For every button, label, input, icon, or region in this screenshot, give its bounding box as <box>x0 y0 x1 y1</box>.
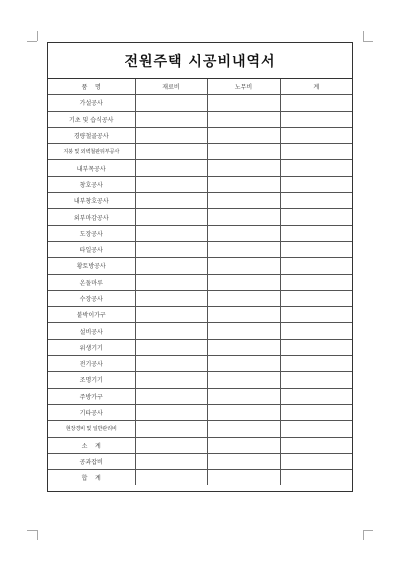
material-cost-cell[interactable] <box>135 356 207 372</box>
item-name-cell: 외부마감공사 <box>48 209 135 225</box>
labor-cost-cell[interactable] <box>207 95 280 111</box>
total-cell[interactable] <box>280 453 352 469</box>
table-row <box>48 307 352 323</box>
material-cost-cell[interactable] <box>135 160 207 176</box>
material-cost-cell[interactable] <box>135 388 207 404</box>
total-cell[interactable] <box>280 225 352 241</box>
crop-mark <box>363 41 373 42</box>
total-cell[interactable] <box>280 209 352 225</box>
table-row <box>48 323 352 339</box>
labor-cost-cell[interactable] <box>207 241 280 257</box>
title-box <box>48 43 352 79</box>
table-row <box>48 111 352 127</box>
crop-mark <box>37 530 38 540</box>
header-item-name: 품 명 <box>48 79 135 95</box>
material-cost-cell[interactable] <box>135 241 207 257</box>
table-row <box>48 258 352 274</box>
total-cell[interactable] <box>280 290 352 306</box>
table-row <box>48 437 352 453</box>
item-name-cell: 경량철골공사 <box>48 127 135 143</box>
labor-cost-cell[interactable] <box>207 323 280 339</box>
total-cell[interactable] <box>280 339 352 355</box>
table-row <box>48 470 352 486</box>
item-name-cell: 온돌마루 <box>48 274 135 290</box>
item-name-cell: 소 계 <box>48 437 135 453</box>
labor-cost-cell[interactable] <box>207 307 280 323</box>
material-cost-cell[interactable] <box>135 209 207 225</box>
labor-cost-cell[interactable] <box>207 111 280 127</box>
labor-cost-cell[interactable] <box>207 453 280 469</box>
material-cost-cell[interactable] <box>135 404 207 420</box>
table-row <box>48 404 352 420</box>
item-name-cell: 현장경비 및 일반관리비 <box>48 421 135 437</box>
total-cell[interactable] <box>280 421 352 437</box>
material-cost-cell[interactable] <box>135 144 207 160</box>
cost-sheet <box>47 42 353 492</box>
total-cell[interactable] <box>280 241 352 257</box>
labor-cost-cell[interactable] <box>207 356 280 372</box>
table-header-row <box>48 79 352 95</box>
labor-cost-cell[interactable] <box>207 421 280 437</box>
crop-mark <box>27 530 37 531</box>
item-name-cell: 붙박이가구 <box>48 307 135 323</box>
header-total: 계 <box>280 79 352 95</box>
material-cost-cell[interactable] <box>135 274 207 290</box>
header-material-cost: 재료비 <box>135 79 207 95</box>
table-row <box>48 388 352 404</box>
total-cell[interactable] <box>280 437 352 453</box>
item-name-cell: 합 계 <box>48 470 135 486</box>
total-cell[interactable] <box>280 111 352 127</box>
table-row <box>48 339 352 355</box>
labor-cost-cell[interactable] <box>207 144 280 160</box>
labor-cost-cell[interactable] <box>207 290 280 306</box>
table-row <box>48 193 352 209</box>
total-cell[interactable] <box>280 274 352 290</box>
item-name-cell: 지붕 및 외벽철판뒤부공사 <box>48 144 135 160</box>
labor-cost-cell[interactable] <box>207 193 280 209</box>
crop-mark <box>363 530 373 531</box>
material-cost-cell[interactable] <box>135 95 207 111</box>
total-cell[interactable] <box>280 176 352 192</box>
header-labor-cost: 노무비 <box>207 79 280 95</box>
item-name-cell: 가설공사 <box>48 95 135 111</box>
total-cell[interactable] <box>280 193 352 209</box>
table-row <box>48 160 352 176</box>
table-row <box>48 95 352 111</box>
item-name-cell: 창호공사 <box>48 176 135 192</box>
document-title: 전원주택 시공비내역서 <box>124 53 276 70</box>
total-cell[interactable] <box>280 372 352 388</box>
item-name-cell: 조명기기 <box>48 372 135 388</box>
table-row <box>48 290 352 306</box>
table-row <box>48 127 352 143</box>
item-name-cell: 주방가구 <box>48 388 135 404</box>
labor-cost-cell[interactable] <box>207 127 280 143</box>
material-cost-cell[interactable] <box>135 225 207 241</box>
material-cost-cell[interactable] <box>135 111 207 127</box>
table-row <box>48 421 352 437</box>
total-cell[interactable] <box>280 307 352 323</box>
item-name-cell: 황토방공사 <box>48 258 135 274</box>
crop-mark <box>363 530 364 540</box>
labor-cost-cell[interactable] <box>207 274 280 290</box>
total-cell[interactable] <box>280 404 352 420</box>
item-name-cell: 위생기기 <box>48 339 135 355</box>
material-cost-cell[interactable] <box>135 176 207 192</box>
labor-cost-cell[interactable] <box>207 470 280 486</box>
table-row <box>48 176 352 192</box>
item-name-cell: 수장공사 <box>48 290 135 306</box>
material-cost-cell[interactable] <box>135 339 207 355</box>
material-cost-cell[interactable] <box>135 470 207 486</box>
total-cell[interactable] <box>280 258 352 274</box>
labor-cost-cell[interactable] <box>207 437 280 453</box>
total-cell[interactable] <box>280 144 352 160</box>
material-cost-cell[interactable] <box>135 258 207 274</box>
material-cost-cell[interactable] <box>135 372 207 388</box>
crop-mark <box>37 31 38 41</box>
table-row <box>48 225 352 241</box>
item-name-cell: 전기공사 <box>48 356 135 372</box>
material-cost-cell[interactable] <box>135 453 207 469</box>
material-cost-cell[interactable] <box>135 421 207 437</box>
crop-mark <box>27 41 37 42</box>
total-cell[interactable] <box>280 323 352 339</box>
labor-cost-cell[interactable] <box>207 209 280 225</box>
item-name-cell: 내부목공사 <box>48 160 135 176</box>
table-row <box>48 453 352 469</box>
item-name-cell: 도장공사 <box>48 225 135 241</box>
item-name-cell: 기타공사 <box>48 404 135 420</box>
table-row <box>48 274 352 290</box>
table-row <box>48 372 352 388</box>
table-row <box>48 209 352 225</box>
labor-cost-cell[interactable] <box>207 404 280 420</box>
table-row <box>48 356 352 372</box>
table-row <box>48 241 352 257</box>
total-cell[interactable] <box>280 160 352 176</box>
total-cell[interactable] <box>280 356 352 372</box>
labor-cost-cell[interactable] <box>207 160 280 176</box>
total-cell[interactable] <box>280 95 352 111</box>
material-cost-cell[interactable] <box>135 323 207 339</box>
material-cost-cell[interactable] <box>135 307 207 323</box>
cost-table <box>48 79 352 485</box>
total-cell[interactable] <box>280 470 352 486</box>
total-cell[interactable] <box>280 127 352 143</box>
crop-mark <box>363 31 364 41</box>
labor-cost-cell[interactable] <box>207 225 280 241</box>
labor-cost-cell[interactable] <box>207 388 280 404</box>
material-cost-cell[interactable] <box>135 127 207 143</box>
labor-cost-cell[interactable] <box>207 258 280 274</box>
item-name-cell: 공과잡비 <box>48 453 135 469</box>
item-name-cell: 설비공사 <box>48 323 135 339</box>
item-name-cell: 내부창호공사 <box>48 193 135 209</box>
item-name-cell: 기초 및 습식공사 <box>48 111 135 127</box>
table-row <box>48 144 352 160</box>
material-cost-cell[interactable] <box>135 290 207 306</box>
labor-cost-cell[interactable] <box>207 176 280 192</box>
item-name-cell: 타일공사 <box>48 241 135 257</box>
labor-cost-cell[interactable] <box>207 372 280 388</box>
material-cost-cell[interactable] <box>135 437 207 453</box>
material-cost-cell[interactable] <box>135 193 207 209</box>
total-cell[interactable] <box>280 388 352 404</box>
labor-cost-cell[interactable] <box>207 339 280 355</box>
